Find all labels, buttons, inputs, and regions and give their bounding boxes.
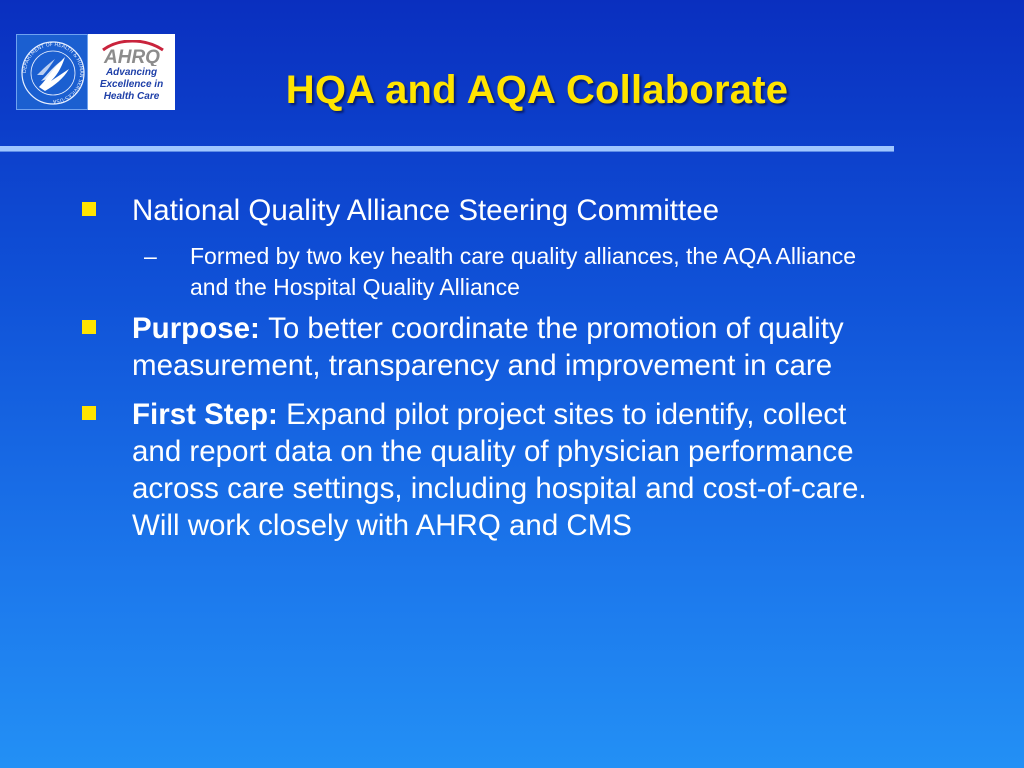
hhs-seal-text: DEPARTMENT OF HEALTH & HUMAN SERVICES·USA <box>21 41 85 105</box>
square-bullet-icon <box>82 320 96 334</box>
bullet-label: Purpose: <box>132 312 269 345</box>
bullet-text: Expand pilot project sites to identify, collect and report data on the quality of physician performance across care settings, including hospital and cost-of-care. Will work closely with AHRQ and CMS <box>132 398 867 542</box>
dash-bullet-icon: – <box>144 243 157 269</box>
sub-bullet-formed-by <box>80 241 900 303</box>
ahrq-tagline-3: Health Care <box>103 91 160 102</box>
sub-bullet-text: Formed by two key health care quality alliances, the AQA Alliance and the Hospital Quality Alliance <box>190 243 857 300</box>
bullet-label: First Step: <box>132 398 287 431</box>
bullet-steering-committee <box>80 192 900 229</box>
slide-content <box>80 192 900 556</box>
slide-title: HQA and AQA Collaborate <box>285 68 789 112</box>
square-bullet-icon <box>82 202 96 216</box>
title-divider <box>0 146 894 152</box>
ahrq-tagline-2: Excellence in <box>99 79 164 90</box>
bullet-text: National Quality Alliance Steering Committee <box>132 194 720 227</box>
ahrq-wordmark-text: AHRQ <box>103 47 160 66</box>
bullet-text: To better coordinate the promotion of quality measurement, transparency and improvement in care <box>132 312 844 382</box>
bullet-first-step <box>80 396 900 544</box>
square-bullet-icon <box>82 406 96 420</box>
ahrq-tagline-1: Advancing <box>105 67 158 78</box>
ahrq-wordmark <box>93 40 171 66</box>
bullet-purpose <box>80 310 900 384</box>
